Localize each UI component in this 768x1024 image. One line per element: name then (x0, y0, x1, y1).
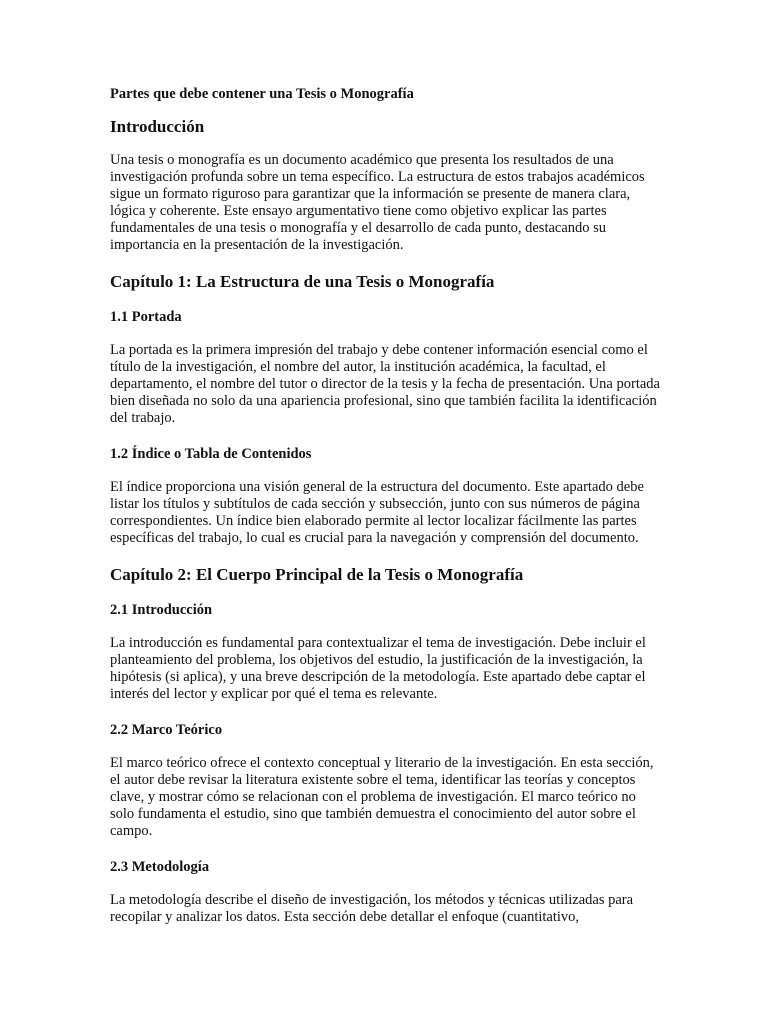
section-1-1-heading: 1.1 Portada (110, 309, 182, 325)
section-1-1-paragraph: La portada es la primera impresión del trabajo y debe contener información esencial como el título de la investigación, el nombre del autor, la institución académica, la facultad, el departamento, el nombre del tutor o director de la tesis y la fecha de presentación. Una portada bien diseñada no solo da una apariencia profesional, sino que también facilita la identificación del trabajo. (110, 342, 660, 426)
section-2-2-paragraph: El marco teórico ofrece el contexto conceptual y literario de la investigación. En esta sección, el autor debe revisar la literatura existente sobre el tema, identificar las teorías y conceptos clave, y mostrar cómo se relacionan con el problema de investigación. El marco teórico no solo fundamenta el estudio, sino que también demuestra el conocimiento del autor sobre el campo. (110, 755, 654, 839)
section-2-3-paragraph: La metodología describe el diseño de investigación, los métodos y técnicas utilizadas para recopilar y analizar los datos. Esta sección debe detallar el enfoque (cuantitativo, (110, 892, 634, 925)
section-1-2-heading: 1.2 Índice o Tabla de Contenidos (110, 446, 312, 462)
section-1-2-paragraph: El índice proporciona una visión general de la estructura del documento. Este apartado debe listar los títulos y subtítulos de cada sección y subsección, junto con sus números de página correspondientes. Un índice bien elaborado permite al lector localizar fácilmente las partes específicas del trabajo, lo cual es crucial para la navegación y comprensión del documento. (110, 479, 644, 546)
chapter2-heading: Capítulo 2: El Cuerpo Principal de la Tesis o Monografía (110, 565, 524, 584)
chapter1-heading: Capítulo 1: La Estructura de una Tesis o Monografía (110, 272, 495, 291)
intro-paragraph: Una tesis o monografía es un documento académico que presenta los resultados de una investigación profunda sobre un tema específico. La estructura de estos trabajos académicos sigue un formato riguroso para garantizar que la información se presente de manera clara, lógica y coherente. Este ensayo argumentativo tiene como objetivo explicar las partes fundamentales de una tesis o monografía y el desarrollo de cada punto, destacando su importancia en la presentación de la investigación. (110, 152, 645, 253)
document-title: Partes que debe contener una Tesis o Monografía (110, 86, 414, 102)
section-2-3-heading: 2.3 Metodología (110, 859, 210, 875)
intro-heading: Introducción (110, 117, 205, 136)
section-2-2-heading: 2.2 Marco Teórico (110, 722, 223, 738)
document-page (110, 84, 660, 943)
section-2-1-paragraph: La introducción es fundamental para contextualizar el tema de investigación. Debe incluir el planteamiento del problema, los objetivos del estudio, la justificación de la investigación, la hipótesis (si aplica), y una breve descripción de la metodología. Este apartado debe captar el interés del lector y explicar por qué el tema es relevante. (110, 635, 646, 702)
section-2-1-heading: 2.1 Introducción (110, 602, 213, 618)
